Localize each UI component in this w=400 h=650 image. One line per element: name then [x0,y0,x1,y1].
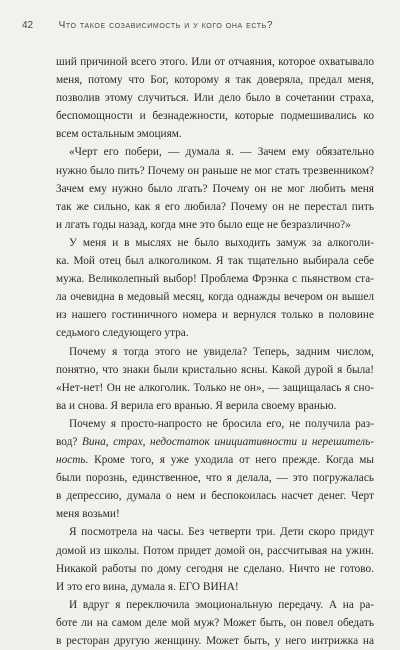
text-line: У меня и в мыслях не было выходить замуж за алкоголи- [69,236,374,249]
running-head [22,20,380,34]
text-line: седьмого следующего утра. [56,327,189,340]
text-line: беспомощности и безнадежности, которые подмешивались ко [56,110,374,123]
text-line: из нашего гостиничного номера и вернулся только в половине [56,309,374,322]
body-text [56,53,374,650]
text-line: и лгать годы назад, когда мне это было еще не безразлично?» [56,218,351,231]
text-line: ла очевидна в медовый месяц, когда однажды вечером он вышел [56,291,374,304]
text-line: И вдруг я переключила эмоциональную передачу. А на ра- [69,598,374,611]
text-line: мужа. Великолепный выбор! Проблема Фрэнка с пьянством ста- [56,273,374,286]
paragraph-7 [56,596,374,650]
text-line: Никакой работы по дому сегодня не сделано. Ничто не готово. [56,562,374,575]
text-line: домой из школы. Потом придет домой он, рассчитывая на ужин. [56,544,374,557]
paragraph-2 [56,143,374,233]
text-line: нужно было пить? Почему он раньше не мог стать трезвенником? [56,164,374,177]
italic-run: ность. [56,454,89,467]
text-run: Кроме того, я уже уходила от него прежде. Когда мы [88,454,374,467]
italic-run: Вина, страх, недостаток инициативности и нерешитель- [81,435,374,448]
text-line: ший причиной всего этого. Или от отчаяния, которое охватывало [56,56,374,68]
text-line: Почему я просто-напросто не бросила его, не получила раз- [69,417,374,430]
chapter-title: Что такое созависимость и у кого она есть? [58,20,274,31]
text-line [56,451,374,469]
text-line: Я посмотрела на часы. Без четверти три. Дети скоро придут [69,526,374,539]
text-line: всем остальным эмоциям. [56,128,182,141]
paragraph-1 [56,53,374,143]
text-run: вод? [56,435,82,448]
text-line: Зачем ему нужно было лгать? Почему он не мог любить меня [56,182,374,195]
text-line: в ресторан другую женщину. Может быть, у него интрижка на [56,635,374,647]
text-line: Почему я тогда этого не увидела? Теперь, задним числом, [69,345,374,358]
text-line [56,433,374,451]
paragraph-4 [56,343,374,415]
paragraph-6 [56,523,374,595]
text-line: «Нет-нет! Он не алкоголик. Только не он», — защищалась я сно- [56,381,374,394]
text-line: «Черт его побери, — думала я. — Зачем ему обязательно [69,146,374,159]
text-line: боте ли на самом деле мой муж? Может быть, он повел обедать [56,616,374,629]
paragraph-5 [56,415,374,524]
text-line: И это его вина, думала я. ЕГО ВИНА! [56,580,239,593]
text-line: понятно, что знаки были кристально ясны. Какой дурой я была! [56,363,374,376]
text-line: так же сильно, как я его любила? Почему он не перестал пить [56,200,374,213]
text-line: ка. Мой отец был алкоголиком. Я так тщательно выбирала себе [56,255,374,268]
text-line: ва и снова. Я верила его вранью. Я верила своему вранью. [56,399,337,412]
text-line: позволив этому случиться. Или дело было в сочетании страха, [56,92,374,105]
text-line: меня возьми! [56,508,120,521]
text-line: были порознь, единственное, что я делала, — это погружалась [56,472,374,485]
text-line: в депрессию, думала о нем и беспокоилась насчет денег. Черт [56,490,374,503]
paragraph-3 [56,234,374,343]
page-number: 42 [22,20,34,31]
text-line: меня, потому что Бог, которому я так доверяла, предал меня, [56,74,374,87]
